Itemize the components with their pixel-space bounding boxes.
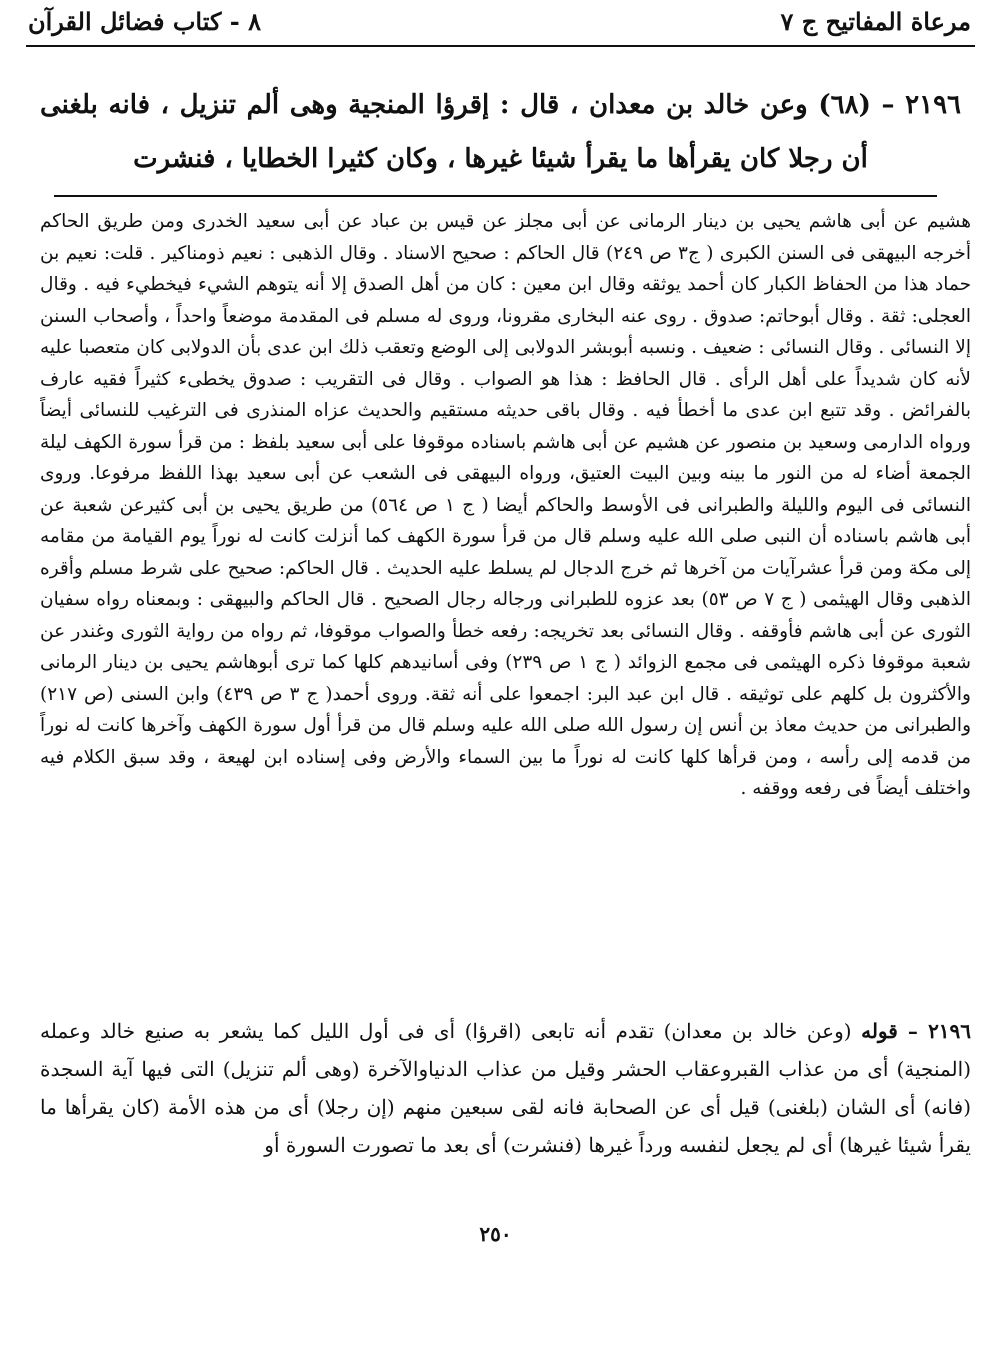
running-header	[28, 0, 971, 42]
chapter-title: ٨ - كتاب فضائل القرآن	[28, 6, 261, 36]
header-divider	[26, 45, 975, 47]
hadith-text: ٢١٩٦ – (٦٨) وعن خالد بن معدان ، قال : إقرؤا المنجية وهى ألم تنزيل ، فانه بلغنى أن رجلا كان يقرأها ما يقرأ شيئا غيرها ، وكان كثيرا الخطايا ، فنشرت	[40, 90, 961, 174]
takhrij-paragraph: هشيم عن أبى هاشم يحيى بن دينار الرمانى عن أبى مجلز عن قيس بن عباد عن أبى سعيد الخدرى ومن طريق الحاكم أخرجه البيهقى فى السنن الكبرى ( ج٣ ص ٢٤٩) قال الحاكم : صحيح الاسناد . وقال الذهبى : نعيم ذومناكير . قلت: نعيم بن حماد هذا من الحفاظ الكبار كان أحمد يوثقه وقال ابن معين : كان من أهل الصدق إلا أنه يتوهم الشيء فيخطيء فيه . وقال العجلى: ثقة . وقال أبوحاتم: صدوق . روى عنه البخارى مقرونا، وروى له مسلم فى المقدمة موضعاً واحداً ، وأصحاب السنن إلا النسائى . وقال النسائى : ضعيف . ونسبه أبوبشر الدولابى إلى الوضع وتعقب ذلك ابن عدى بأن الدولابى كان متعصبا عليه لأنه كان شديداً على أهل الرأى . قال الحافظ : هذا هو الصواب . وقال فى التقريب : صدوق يخطىء كثيراً فقيه عارف بالفرائض . وقد تتبع ابن عدى ما أخطأ فيه . وقال باقى حديثه مستقيم والحديث عزاه المنذرى فى الترغيب للنسائى أيضاً ورواه الدارمى وسعيد بن منصور عن هشيم عن أبى هاشم باسناده موقوفا على أبى سعيد بلفظ : من قرأ سورة الكهف ليلة الجمعة أضاء له من النور ما بينه وبين البيت العتيق، ورواه البيهقى فى الشعب عن أبى سعيد بهذا اللفظ مرفوعا. وروى النسائى فى اليوم والليلة والطبرانى فى الأوسط والحاكم أيضا ( ج ١ ص ٥٦٤) من طريق يحيى بن أبى كثيرعن شعبة عن أبى هاشم باسناده أن النبى صلى الله عليه وسلم قال من قرأ سورة الكهف كما أنزلت كانت له نوراً يوم القيامة من مقامه إلى مكة ومن قرأ عشرآيات من آخرها ثم خرج الدجال لم يسلط عليه الحديث . قال الحاكم: صحيح على شرط مسلم وأقره الذهبى وقال الهيثمى ( ج ٧ ص ٥٣) بعد عزوه للطبرانى ورجاله رجال الصحيح . قال الحاكم والبيهقى : وبمعناه رواه سفيان الثورى عن أبى هاشم فأوقفه . وقال النسائى بعد تخريجه: رفعه خطأ والصواب موقوفا، ثم رواه من رواية الثورى وغندر عن شعبة موقوفا ذكره الهيثمى فى مجمع الزوائد ( ج ١ ص ٢٣٩) وفى أسانيدهم كلها كما ترى أبوهاشم يحيى بن دينار الرمانى والأكثرون بل كلهم على توثيقه . قال ابن عبد البر: اجمعوا على أنه ثقة. وروى أحمد( ج ٣ ص ٤٣٩) وابن السنى (ص ٢١٧) والطبرانى من حديث معاذ بن أنس إن رسول الله صلى الله عليه وسلم قال من قرأ أول سورة الكهف وآخرها كانت له نوراً من قدمه إلى رأسه ، ومن قرأها كلها كانت له نوراً ما بين السماء والأرض وفى إسناده ابن لهيعة ، وقد سبق الكلام فيه واختلف أيضاً فى رفعه ووقفه .	[40, 211, 972, 799]
book-title: مرعاة المفاتيح ج ٧	[780, 6, 971, 36]
section-divider	[54, 195, 937, 197]
commentary-text: (وعن خالد بن معدان) تقدم أنه تابعى (اقرؤا) أى فى أول الليل كما يشعر به صنيع خالد وعمله (المنجية) أى من عذاب القبروعقاب الحشر وقيل من عذاب الدنياوالآخرة (وهى ألم تنزيل) التى فيها آية السجدة (فانه) أى الشان (بلغنى) قيل أى عن الصحابة فانه لقى سبعين منهم (إن رجلا) أى من هذه الأمة (كان يقرأها ما يقرأ شيئا غيرها) أى لم يجعل لنفسه ورداً غيرها (فنشرت) أى بعد ما تصورت السورة أو	[40, 1019, 971, 1157]
commentary-section	[40, 1012, 971, 1164]
commentary-paragraph	[40, 1012, 971, 1164]
takhrij-footnote	[40, 206, 971, 805]
page-number: ٢٥٠	[479, 1222, 512, 1246]
commentary-number: ٢١٩٦ – قوله	[861, 1019, 972, 1043]
